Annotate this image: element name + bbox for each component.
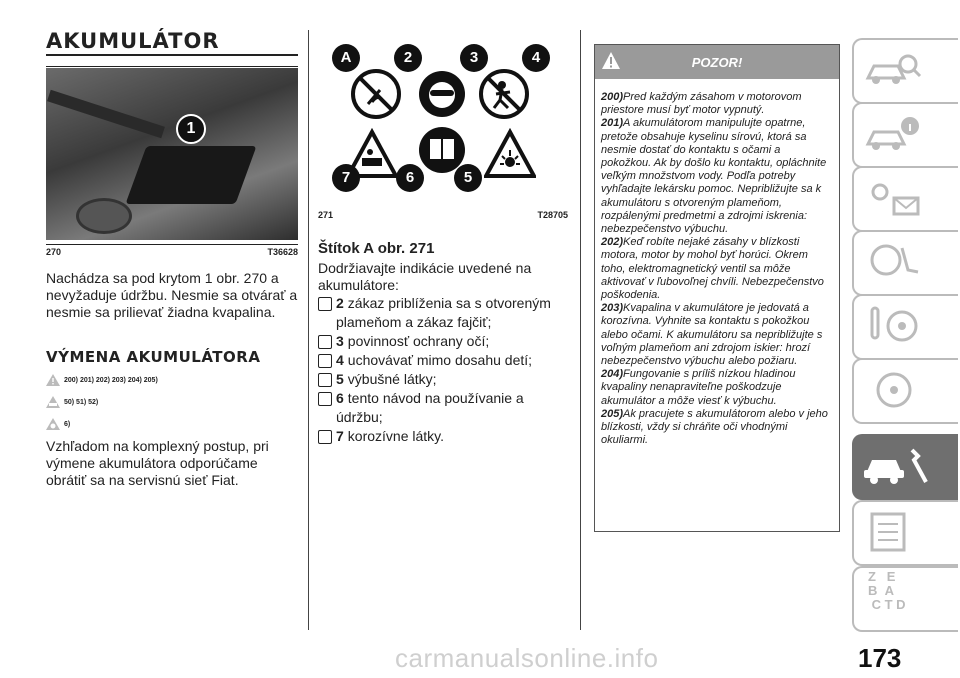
- checkbox-icon: [318, 392, 332, 406]
- list-icon: [864, 510, 924, 554]
- tab-steering-key[interactable]: [852, 294, 958, 360]
- page-number: 173: [858, 643, 902, 673]
- environment-ref-row: [46, 418, 70, 430]
- checkbox-icon: [318, 354, 332, 368]
- tab-list[interactable]: [852, 500, 958, 566]
- figure-number: 270: [46, 247, 62, 257]
- warning-header: [595, 45, 839, 79]
- figure-code: T28705: [537, 210, 568, 220]
- car-service-icon: [862, 444, 932, 488]
- badge-7: 7: [332, 164, 360, 192]
- figure-271-caption: [318, 210, 568, 220]
- warning-title: POZOR!: [691, 54, 743, 70]
- column-divider: [580, 30, 581, 630]
- badge-a: A: [332, 44, 360, 72]
- explosive-sign-icon: [484, 128, 536, 180]
- checkbox-icon: [318, 297, 332, 311]
- caution-refs: 50) 51) 52): [64, 398, 99, 406]
- label-intro: Dodržiavajte indikácie uvedené na akumulátore:: [318, 260, 532, 293]
- warning-entry: 200)Pred každým zásahom v motorovom priestore musí byť motor vypnutý.: [601, 91, 802, 117]
- environment-icon: [46, 418, 60, 430]
- warning-text: [595, 79, 839, 447]
- page-title: AKUMULÁTOR: [46, 30, 298, 56]
- figure-270-caption: [46, 244, 298, 257]
- list-item: 7 korozívne látky.: [318, 427, 568, 446]
- tab-car-service-steering[interactable]: [852, 358, 958, 424]
- no-flame-sign-icon: [350, 68, 402, 120]
- badge-6: 6: [396, 164, 424, 192]
- steering-key-icon: [864, 304, 924, 348]
- checkbox-icon: [318, 335, 332, 349]
- warning-entry: 201)A akumulátorom manipulujte opatrne, pretože obsahuje kyselinu sírovú, ktorá sa nesmie dostať do kontaktu s očami a pokožkou. Ak by došlo ku kontaktu, opláchnite veľkým množstvom vody. Podľa potreby vyhľadajte lekársku pomoc. Nepribližujte sa k akumulátoru s otvoreným plameňom, rozpálenými predmetmi a zdrojmi iskrenia: nebezpečenstvo výbuchu.: [601, 117, 827, 236]
- list-item: 3 povinnosť ochrany očí;: [318, 332, 568, 351]
- warning-entry: 205)Ak pracujete s akumulátorom alebo v jeho blízkosti, vždy si chráňte oči vhodnými okuliarmi.: [601, 407, 828, 447]
- label-heading: Štítok A obr. 271: [318, 240, 435, 257]
- tab-dashboard-lights[interactable]: [852, 166, 958, 232]
- dashboard-lights-icon: [864, 176, 924, 220]
- warning-triangle-icon: [601, 51, 621, 71]
- warning-refs: 200) 201) 202) 203) 204) 205): [64, 376, 158, 384]
- environment-refs: 6): [64, 420, 71, 428]
- list-item: 5 výbušné látky;: [318, 370, 568, 389]
- warning-ref-row: [46, 374, 158, 386]
- figure-code: T36628: [267, 247, 298, 257]
- airbag-seat-icon: [864, 240, 924, 284]
- checkbox-icon: [318, 373, 332, 387]
- badge-2: 2: [394, 44, 422, 72]
- warning-triangle-icon: [46, 374, 60, 386]
- keep-away-children-sign-icon: [478, 68, 530, 120]
- list-item: 4 uchovávať mimo dosahu detí;: [318, 351, 568, 370]
- car-info-icon: [864, 112, 924, 156]
- list-item: 2 zákaz priblíženia sa s otvoreným plameňom a zákaz fajčiť;: [318, 294, 568, 332]
- watermark: carmanualsonline.info: [395, 643, 659, 673]
- badge-3: 3: [460, 44, 488, 72]
- eye-protection-sign-icon: [416, 68, 468, 120]
- battery-label-figure: [318, 40, 568, 200]
- list-item: 6 tento návod na používanie a údržbu;: [318, 389, 568, 427]
- badge-5: 5: [454, 164, 482, 192]
- tab-car-service[interactable]: [852, 434, 958, 500]
- battery-photo: [46, 68, 298, 240]
- sign-list: [318, 294, 568, 446]
- steering-wheel-icon: [864, 368, 924, 412]
- replacement-paragraph: Vzhľadom na komplexný postup, pri výmene akumulátora odporúčame obrátiť sa na servisnú sieť Fiat.: [46, 438, 269, 488]
- badge-4: 4: [522, 44, 550, 72]
- warning-entry: 202)Keď robíte nejaké zásahy v blízkosti motora, motor by mohol byť horúci. Okrem toho, elektromagnetický ventil sa môže aktivovať v ľubovoľnej chvíli. Nebezpečenstvo poškodenia.: [601, 236, 824, 302]
- section-title: VÝMENA AKUMULÁTORA: [46, 348, 261, 366]
- tab-alphabet-index[interactable]: [852, 566, 958, 632]
- column-divider: [308, 30, 309, 630]
- alphabet-letters: Z E B A C T D: [868, 569, 906, 612]
- warning-entry: 204)Fungovanie s príliš nízkou hladinou kvapaliny nenapraviteľne poškodzuje akumulátor a môže viesť k výbuchu.: [601, 368, 796, 407]
- warning-entry: 203)Kvapalina v akumulátore je jedovatá a korozívna. Vyhnite sa kontaktu s pokožkou alebo očami. K akumulátoru sa nepribližujte s voľným plameňom ani zdrojom iskier: hrozí nebezpečenstvo výbuchu alebo požiaru.: [601, 302, 823, 368]
- warning-box: [594, 44, 840, 532]
- tab-car-info[interactable]: [852, 102, 958, 168]
- title-rule: [46, 66, 298, 67]
- figure-number: 271: [318, 210, 334, 220]
- checkbox-icon: [318, 430, 332, 444]
- car-caution-icon: [46, 396, 60, 408]
- caution-ref-row: [46, 396, 98, 408]
- tab-car-search[interactable]: [852, 38, 958, 104]
- tab-airbag-seat[interactable]: [852, 230, 958, 296]
- battery-paragraph: Nachádza sa pod krytom 1 obr. 270 a nevyžaduje údržbu. Nesmie sa otvárať a nesmie sa prilievať žiadna kvapalina.: [46, 270, 298, 320]
- car-search-icon: [864, 48, 924, 92]
- callout-1: 1: [176, 114, 206, 144]
